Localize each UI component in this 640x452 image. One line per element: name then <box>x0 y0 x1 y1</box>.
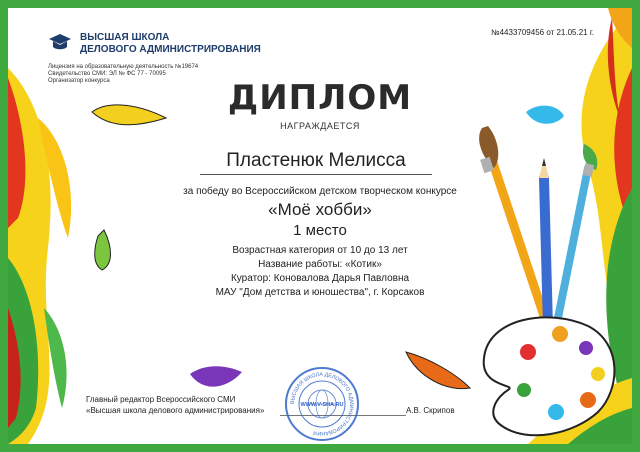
award-details <box>8 244 632 300</box>
orange-splotch <box>406 352 470 389</box>
purple-splotch <box>190 366 242 386</box>
organization-name <box>80 32 340 56</box>
stamp-center-text: WWW.V-SHA.RU <box>300 402 344 408</box>
stamp-ring-text: ВЫСШАЯ ШКОЛА ДЕЛОВОГО АДМИНИСТРИРОВАНИЯ <box>289 371 355 437</box>
organization-name-line1: ВЫСШАЯ ШКОЛА <box>80 32 170 43</box>
certificate-number: №4433709456 от 21.05.21 г. <box>491 28 594 37</box>
work-title: Название работы: «Котик» <box>258 259 382 270</box>
diploma-subtitle: НАГРАЖДАЕТСЯ <box>280 121 360 131</box>
official-stamp <box>284 366 360 442</box>
recipient-name: Пластенюк Мелисса <box>200 150 432 175</box>
organization-name-line2: ДЕЛОВОГО АДМИНИСТРИРОВАНИЯ <box>80 44 261 55</box>
organizer-label: Организатор конкурса <box>48 78 110 84</box>
institution: МАУ "Дом детства и юношества", г. Корсаков <box>215 287 425 298</box>
signer-role-line1: Главный редактор Всероссийского СМИ <box>86 395 236 404</box>
diploma-sheet <box>8 8 632 444</box>
diploma-title: ДИПЛОМ <box>227 78 413 118</box>
license-text: Лицензия на образовательную деятельность №19674 <box>48 64 199 70</box>
signer-name: А.В. Скрипов <box>406 406 455 415</box>
age-category: Возрастная категория от 10 до 13 лет <box>232 245 408 256</box>
award-place: 1 место <box>293 222 347 239</box>
graduation-cap-icon <box>48 32 72 52</box>
curator: Куратор: Коновалова Дарья Павловна <box>230 273 410 284</box>
award-reason: за победу во Всероссийском детском творческом конкурсе <box>183 186 457 197</box>
signer-role <box>86 394 264 416</box>
contest-name: «Моё хобби» <box>268 200 372 219</box>
media-certificate-text: Свидетельство СМИ: ЭЛ № ФС 77 - 70095 <box>48 71 166 77</box>
signer-role-line2: «Высшая школа делового администрирования» <box>86 406 265 415</box>
